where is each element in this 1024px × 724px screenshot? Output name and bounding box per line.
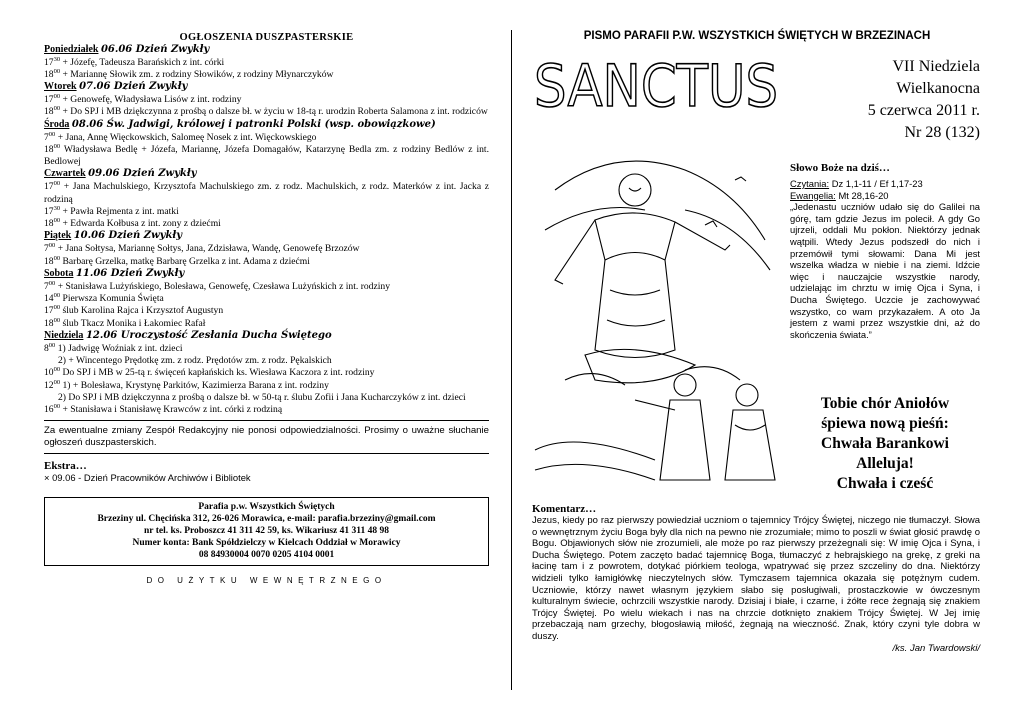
mass-intention xyxy=(44,132,489,144)
mass-hour: 17 xyxy=(44,56,54,68)
announcements-days xyxy=(44,44,489,416)
divider xyxy=(44,420,489,421)
hymn-line-2: śpiewa nową pieśń: xyxy=(821,415,949,432)
mass-hour: 8 xyxy=(44,342,49,354)
intention-text: + Józefę, Tadeusza Barańskich z int. córki xyxy=(60,56,225,68)
day-title: 12.06 Uroczystość Zesłania Ducha Świętego xyxy=(85,329,332,341)
divider xyxy=(44,453,489,454)
gospel-text: „Jedenastu uczniów udało się do Galilei na górę, tam gdzie Jezus im polecił. A gdy Go ujrzeli, oddali Mu pokłon. Niektórzy jednak wątpili. Wtedy Jezus podszedł do nich i przemówił tymi słowami: Dana Mi jest wszelka władza w niebie i na ziemi. Idźcie więc i nauczajcie wszystkie narody, udzielając im chrztu w imię Ojca i Syna, i Ducha Świętego. Uczcie je zachowywać wszystko, co wam przykazałem. A oto Ja jestem z wami przez wszystkie dni, aż do skończenia świata.” xyxy=(790,201,980,340)
intention-text: + Do SPJ i MB dziękczynna z prośbą o dalsze bł. w życiu w 18-tą r. urodzin Roberta Salamona z int. rodziców xyxy=(60,106,488,118)
intention-text: + Jana, Annę Więckowskich, Salomeę Nosek z int. Więckowskiego xyxy=(55,131,317,143)
mass-minutes: 00 xyxy=(53,217,61,225)
mass-minutes: 00 xyxy=(53,378,61,386)
intention-text: + Pawła Rejmenta z int. matki xyxy=(60,205,179,217)
intention-text: Władysława Bedlę + Józefa, Mariannę, Józefa Domagałów, Katarzynę Bedla zm. z rodziny Bedlów z int. Bedlowej xyxy=(44,143,489,168)
mass-intention xyxy=(44,305,489,317)
gospel-line xyxy=(790,190,980,202)
mass-intention xyxy=(44,106,489,118)
mass-intention xyxy=(44,392,489,404)
hymn-line-4: Alleluja! xyxy=(856,455,914,472)
issue-number: Nr 28 (132) xyxy=(904,124,980,141)
mass-intention xyxy=(44,256,489,268)
issue-info xyxy=(868,56,980,144)
parish-info-box xyxy=(44,497,489,566)
mass-minutes: 00 xyxy=(53,105,61,113)
intention-text: + Stanisława i Stanisławę Krawców z int. córki z rodziną xyxy=(60,404,283,416)
commentary-text: Jezus, kiedy po raz pierwszy powiedział uczniom o tajemnicy Trójcy Świętej, niczego nie tłumaczył. Słowa o wewnętrznym życiu Boga były dla nich na pewno nie zrozumiałe; mimo to poszli w świat głosić prawdę o Bogu. Objawionych słów nie zrozumieli, ale może po raz pierwszy przeżegnali się: W imię Ojca i Syna, i Ducha Świętego. Potem zaczęto badać tajemnicę Boga, tłumaczyć z hebrajskiego na grekę, z greki na łacinę tam i z powrotem, dotykać piórkiem teologa, wpatrywać się przez szczeliny do dna. Niektórzy widzieli tylko łamigłówkę nieczytelnych słów. Tymczasem tajemnica okazała się potężnym cudem. Uczniowie, którzy nawet własnym językiem słabo się posługiwali, prostaczkowie w ówczesnym kulturalnym świecie, ochrzcili wszystkie narody. Dzisiaj i białe, i czarne, i żółte rece żegnają się znakiem Trójcy Świętej. Po wielu wiekach i nas na chrzcie dotknięto znakiem Trójcy Świętej. W Jej imię przebaczają nam grzechy, błogosławią miłość, żegnają na wieczność. Znak, który czyni tyle dobra w duszy. xyxy=(532,515,980,642)
column-divider xyxy=(511,30,512,690)
day-heading xyxy=(44,330,489,343)
mass-minutes: 00 xyxy=(48,130,56,138)
mass-minutes: 00 xyxy=(53,403,61,411)
mass-hour: 7 xyxy=(44,280,49,292)
readings-value: Dz 1,1-11 / Ef 1,17-23 xyxy=(831,178,923,189)
mass-hour: 18 xyxy=(44,106,54,118)
day-name: Czwartek xyxy=(44,168,86,180)
day-title: 11.06 Dzień Zwykły xyxy=(75,267,185,279)
mass-intention xyxy=(44,243,489,255)
masthead xyxy=(532,42,982,141)
mass-hour: 18 xyxy=(44,255,54,267)
mass-hour: 12 xyxy=(44,379,54,391)
mass-intention xyxy=(44,94,489,106)
day-heading xyxy=(44,44,489,57)
day-title: 10.06 Dzień Zwykły xyxy=(73,230,183,242)
mass-hour: 17 xyxy=(44,181,54,193)
issue-date: 5 czerwca 2011 r. xyxy=(867,102,980,119)
mass-intention xyxy=(44,281,489,293)
ekstra-item: × 09.06 - Dzień Pracowników Archiwów i Bibliotek xyxy=(44,471,251,483)
day-heading xyxy=(44,230,489,243)
mass-minutes: 00 xyxy=(53,254,61,262)
mass-intention xyxy=(44,404,489,416)
mass-intention xyxy=(44,355,489,367)
mass-hour: 18 xyxy=(44,218,54,230)
mass-minutes: 00 xyxy=(48,341,56,349)
mass-intention xyxy=(44,293,489,305)
mass-hour: 7 xyxy=(44,131,49,143)
mass-intention xyxy=(44,318,489,330)
commentary-section xyxy=(532,503,980,654)
mass-minutes: 00 xyxy=(53,304,61,312)
commentary-author: /ks. Jan Twardowski/ xyxy=(892,642,980,654)
mass-hour: 18 xyxy=(44,317,54,329)
parish-account-number: 08 84930004 0070 0205 4104 0001 xyxy=(198,550,335,561)
day-name: Piątek xyxy=(44,230,72,242)
mass-intention xyxy=(44,367,489,379)
mass-minutes: 00 xyxy=(53,180,61,188)
day-heading xyxy=(44,119,489,132)
hymn-line-3: Chwała Barankowi xyxy=(821,435,949,452)
day-name: Sobota xyxy=(44,267,74,279)
word-of-god-section xyxy=(790,162,980,340)
mass-minutes: 00 xyxy=(53,93,61,101)
readings-line xyxy=(790,178,980,190)
intention-text: 1) Jadwigę Woźniak z int. dzieci xyxy=(55,342,183,354)
intention-text: Barbarę Grzelka, matkę Barbarę Grzelka z int. Adama z dziećmi xyxy=(60,255,310,267)
parish-name: Parafia p.w. Wszystkich Świętych xyxy=(198,501,335,512)
intention-text: + Genowefę, Władysława Lisów z int. rodziny xyxy=(60,94,242,106)
intention-text: Pierwsza Komunia Święta xyxy=(60,292,164,304)
newsletter-column xyxy=(532,30,982,141)
ekstra-title: Ekstra… xyxy=(44,459,87,472)
mass-minutes: 00 xyxy=(48,279,56,287)
day-name: Poniedziałek xyxy=(44,44,99,55)
mass-hour: 14 xyxy=(44,292,54,304)
mass-minutes: 00 xyxy=(53,291,61,299)
intention-text: 1) + Bolesława, Krystynę Parkitów, Kazimierza Barana z int. rodziny xyxy=(60,379,329,391)
parish-phones: nr tel. ks. Proboszcz 41 311 42 59, ks. Wikariusz 41 311 48 98 xyxy=(144,526,389,536)
announcements-title: OGŁOSZENIA DUSZPASTERSKIE xyxy=(179,32,354,43)
mass-intention xyxy=(44,343,489,355)
commentary-title: Komentarz… xyxy=(532,503,597,515)
intention-text: Do SPJ i MB w 25-tą r. święceń kapłańskich ks. Wiesława Kaczora z int. rodziny xyxy=(60,367,375,379)
ascension-illustration xyxy=(535,150,780,490)
day-heading xyxy=(44,268,489,281)
day-title: 09.06 Dzień Zwykły xyxy=(88,168,197,180)
mass-hour: 18 xyxy=(44,69,54,81)
intention-text: + Jana Machulskiego, Krzysztofa Machulskiego zm. z rodz. Machulskich, z rodz. Materków z int. Jacka z rodziną xyxy=(44,181,489,205)
newsletter-header: PISMO PARAFII P.W. WSZYSTKICH ŚWIĘTYCH W BRZEZINACH xyxy=(583,30,931,42)
mass-minutes: 00 xyxy=(53,68,61,76)
hymn-line-5: Chwała i cześć xyxy=(836,475,934,492)
mass-hour: 7 xyxy=(44,243,49,255)
issue-season: Wielkanocna xyxy=(896,80,980,97)
mass-intention xyxy=(44,206,489,218)
parish-account: Numer konta: Bank Spółdzielczy w Kielcach Oddział w Morawicy xyxy=(132,538,401,549)
intention-text: + Jana Sołtysa, Mariannę Sołtys, Jana, Zdzisława, Wandę, Genowefę Brzozów xyxy=(55,243,360,255)
day-name: Wtorek xyxy=(44,81,77,93)
day-name: Niedziela xyxy=(44,329,84,341)
day-heading xyxy=(44,168,489,181)
word-title: Słowo Boże na dziś… xyxy=(790,162,890,174)
day-title: 06.06 Dzień Zwykły xyxy=(100,44,210,55)
readings-label: Czytania: xyxy=(790,178,830,189)
day-name: Środa xyxy=(44,118,70,130)
svg-text:SANCTUS: SANCTUS xyxy=(534,52,778,120)
parish-address: Brzeziny ul. Chęcińska 312, 26-026 Morawica, e-mail: parafia.brzeziny@gmail.com xyxy=(97,513,436,524)
mass-intention xyxy=(44,380,489,392)
editorial-notice: Za ewentualne zmiany Zespół Redakcyjny nie ponosi odpowiedzialności. Prosimy o uważne słuchanie ogłoszeń duszpasterskich. xyxy=(44,425,489,448)
mass-minutes: 00 xyxy=(53,366,61,374)
intention-text: + Stanisława Lużyńskiego, Bolesława, Genowefę, Czesława Lużyńskich z int. rodziny xyxy=(55,280,391,292)
day-title: 08.06 Św. Jadwigi, królowej i patronki Polski (wsp. obowiązkowe) xyxy=(71,118,436,130)
mass-hour: 16 xyxy=(44,404,54,416)
issue-sunday: VII Niedziela xyxy=(892,58,980,75)
intention-text: 2) Do SPJ i MB dziękczynna z prośbą o dalsze bł. w 50-tą r. ślubu Zofii i Jana Kucharczyków z int. dzieci xyxy=(58,391,466,403)
gospel-value: Mt 28,16-20 xyxy=(838,189,889,201)
mass-minutes: 00 xyxy=(53,316,61,324)
mass-intention xyxy=(44,69,489,81)
sanctus-logo xyxy=(532,50,782,120)
mass-intention xyxy=(44,57,489,69)
announcements-column xyxy=(44,30,489,585)
internal-use-footer: DO UŻYTKU WEWNĘTRZNEGO xyxy=(146,575,387,585)
intention-text: + Edwarda Kołbusa z int. zony z dziećmi xyxy=(60,218,221,230)
mass-hour: 18 xyxy=(44,143,54,155)
intention-text: 2) + Wincentego Prędotkę zm. z rodz. Prędotów zm. z rodz. Pękalskich xyxy=(58,354,332,366)
day-heading xyxy=(44,81,489,94)
gospel-label: Ewangelia: xyxy=(790,189,836,201)
mass-minutes: 00 xyxy=(53,142,61,150)
intention-text: + Mariannę Słowik zm. z rodziny Słowików, z rodziny Młynarczyków xyxy=(60,69,334,81)
mass-hour: 17 xyxy=(44,94,54,106)
mass-intention xyxy=(44,218,489,230)
mass-hour: 10 xyxy=(44,367,54,379)
mass-intention xyxy=(44,181,489,206)
intention-text: ślub Tkacz Monika i Łakomiec Rafał xyxy=(60,317,206,329)
day-title: 07.06 Dzień Zwykły xyxy=(79,81,188,93)
hymn-line-1: Tobie chór Aniołów xyxy=(820,395,950,412)
mass-minutes: 30 xyxy=(53,55,61,63)
intention-text: ślub Karolina Rajca i Krzysztof Augustyn xyxy=(60,305,224,317)
mass-minutes: 30 xyxy=(53,204,61,212)
mass-minutes: 00 xyxy=(48,242,56,250)
mass-intention xyxy=(44,144,489,169)
hymn-text xyxy=(790,394,980,494)
mass-hour: 17 xyxy=(44,305,54,317)
mass-hour: 17 xyxy=(44,205,54,217)
